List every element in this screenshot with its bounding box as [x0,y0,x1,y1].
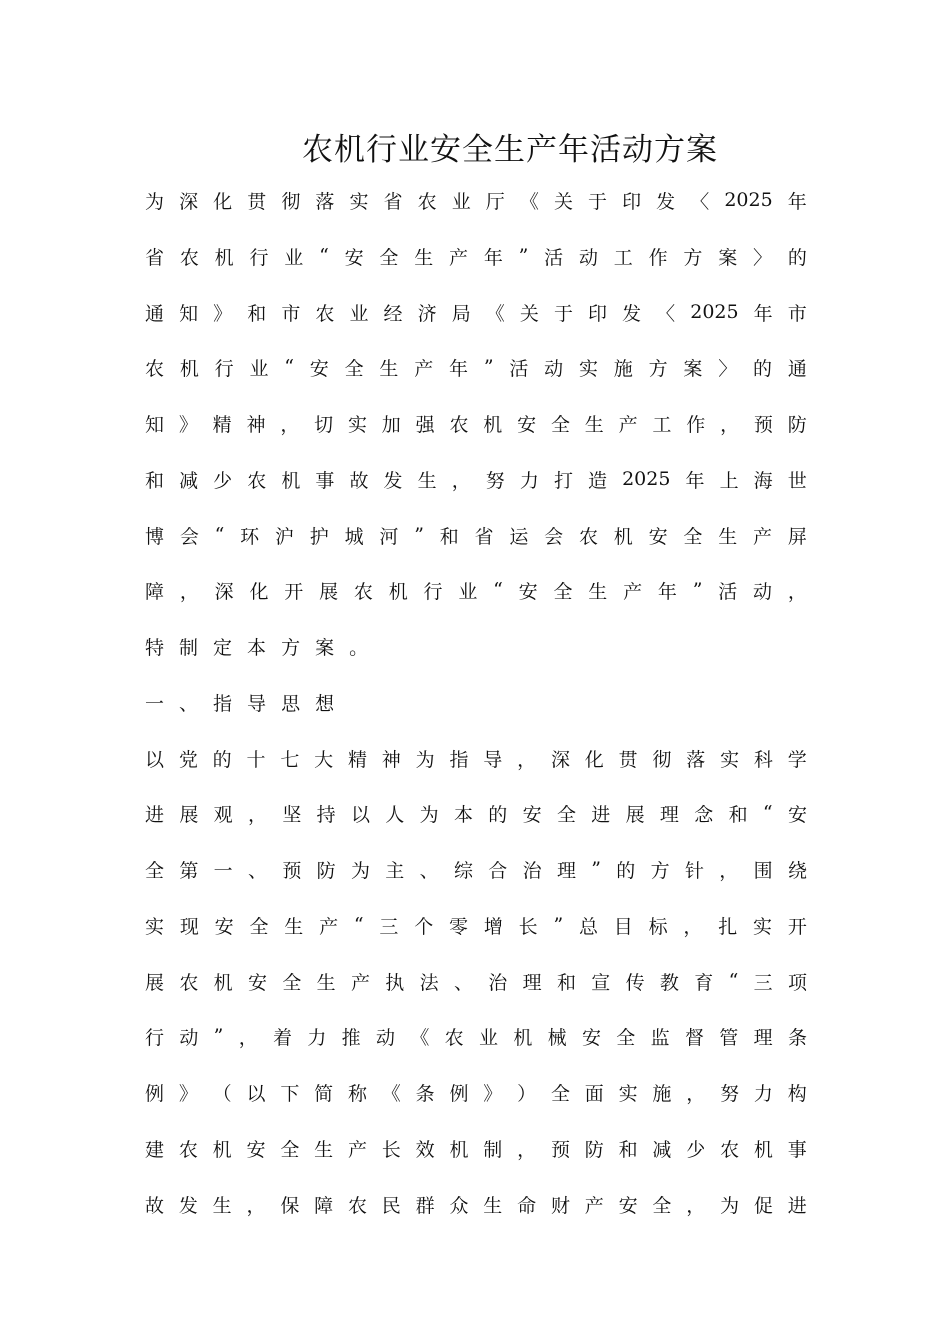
body-line: 省 农 机 行 业 “ 安 全 生 产 年 ” 活 动 工 作 方 案 〉 的 [145,245,807,269]
body-line: 全 第 一 、 预 防 为 主 、 综 合 治 理 ” 的 方 针 ， 围 绕 [145,858,807,882]
body-line: 建 农 机 安 全 生 产 长 效 机 制 ， 预 防 和 减 少 农 机 事 [145,1138,807,1161]
body-line: 进 展 观 ， 坚 持 以 人 为 本 的 安 全 进 展 理 念 和 “ 安 [145,802,807,826]
body-line: 博 会 “ 环 沪 护 城 河 ” 和 省 运 会 农 机 安 全 生 产 屏 [145,524,807,548]
body-line: 为 深 化 贯 彻 落 实 省 农 业 厅 《 关 于 印 发 〈 2025 年 [145,189,807,213]
body-line: 以 党 的 十 七 大 精 神 为 指 导 ， 深 化 贯 彻 落 实 科 学 [145,748,807,771]
body-line: 例 》 （ 以 下 简 称 《 条 例 》 ） 全 面 实 施 ， 努 力 构 [145,1082,807,1105]
body-line: 特 制 定 本 方 案 。 [145,636,369,659]
body-line: 障 ， 深 化 开 展 农 机 行 业 “ 安 全 生 产 年 ” 活 动 ， [145,579,807,603]
body-line: 实 现 安 全 生 产 “ 三 个 零 增 长 ” 总 目 标 ， 扎 实 开 [145,914,807,938]
body-line: 农 机 行 业 “ 安 全 生 产 年 ” 活 动 实 施 方 案 〉 的 通 [145,356,807,380]
body-line: 故 发 生 ， 保 障 农 民 群 众 生 命 财 产 安 全 ， 为 促 进 [145,1194,807,1217]
body-line: 通 知 》 和 市 农 业 经 济 局 《 关 于 印 发 〈 2025 年 市 [145,301,807,325]
body-line: 和 减 少 农 机 事 故 发 生 ， 努 力 打 造 2025 年 上 海 世 [145,468,807,492]
body-line: 展 农 机 安 全 生 产 执 法 、 治 理 和 宣 传 教 育 “ 三 项 [145,970,807,994]
document-title: 农机行业安全生产年活动方案 [302,132,718,168]
body-line: 行 动 ” ， 着 力 推 动 《 农 业 机 械 安 全 监 督 管 理 条 [145,1025,807,1049]
body-line: 一 、 指 导 思 想 [145,692,335,715]
body-line: 知 》 精 神 ， 切 实 加 强 农 机 安 全 生 产 工 作 ， 预 防 [145,413,807,436]
